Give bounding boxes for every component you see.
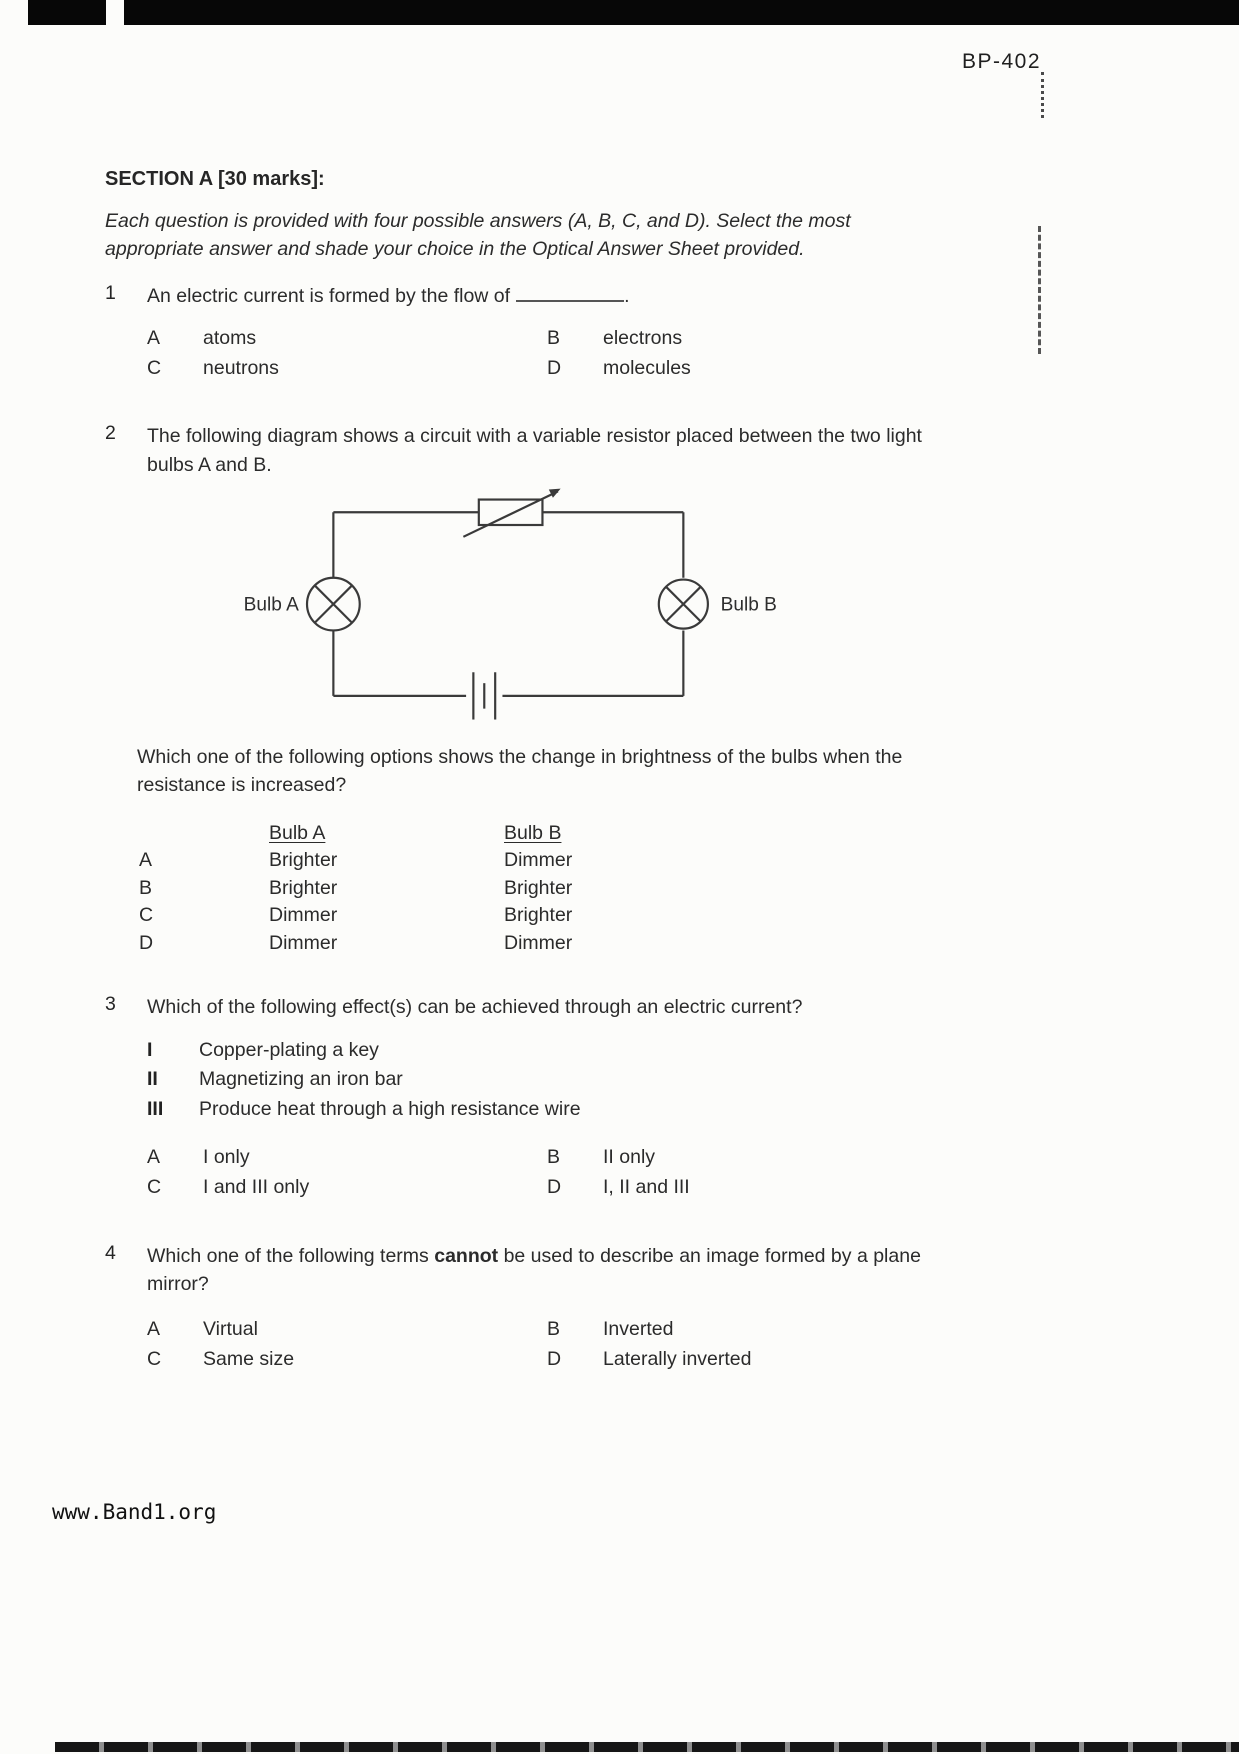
- cell-bulb-b: Brighter: [504, 876, 573, 899]
- answer-blank-line: [516, 285, 624, 302]
- scan-artifact-dots: [1041, 72, 1044, 118]
- option-d: [547, 355, 967, 382]
- option-text: neutrons: [203, 357, 279, 380]
- question-text-span: be used to describe an image formed by a plane mirror?: [147, 1244, 921, 1295]
- option-text: Inverted: [603, 1318, 674, 1341]
- question-1: [105, 282, 1105, 383]
- option-a: [147, 1316, 547, 1343]
- option-letter: A: [147, 1145, 161, 1168]
- footer-url: www.Band1.org: [52, 1500, 217, 1524]
- circuit-diagram: [197, 485, 797, 729]
- option-letter: A: [147, 326, 161, 349]
- option-letter: D: [547, 357, 562, 380]
- row-label: A: [139, 849, 153, 872]
- column-header-bulb-a: Bulb A: [269, 822, 326, 845]
- cell-bulb-a: Brighter: [269, 849, 338, 872]
- section-instructions: Each question is provided with four possible answers (A, B, C, and D). Select the most appropriate answer and shade your choice in the Optical Answer Sheet provided.: [105, 210, 851, 261]
- option-a: [147, 325, 547, 352]
- arrowhead: [549, 489, 561, 498]
- option-letter: D: [547, 1176, 562, 1199]
- statement-i: [147, 1036, 1105, 1065]
- statement-numeral: III: [147, 1097, 164, 1120]
- column-header-bulb-b: Bulb B: [504, 822, 562, 845]
- option-text: Same size: [203, 1348, 295, 1371]
- option-letter: B: [547, 1145, 561, 1168]
- cell-bulb-a: Dimmer: [269, 904, 338, 927]
- statement-text: Magnetizing an iron bar: [199, 1068, 403, 1091]
- question-number: 4: [105, 1241, 116, 1264]
- option-text: atoms: [203, 326, 257, 349]
- option-d: [547, 1174, 967, 1201]
- option-text: molecules: [603, 357, 691, 380]
- question-body: [147, 1242, 1105, 1374]
- option-c: [147, 355, 547, 382]
- question-4: [105, 1242, 1105, 1374]
- circuit-svg: [197, 485, 797, 729]
- option-b: [547, 1316, 967, 1343]
- statement-numeral: II: [147, 1068, 158, 1091]
- bulb-b-label: Bulb B: [720, 594, 777, 616]
- section-title: SECTION A [30 marks]:: [105, 168, 325, 190]
- option-a: [147, 1144, 547, 1171]
- question-2: [105, 422, 1105, 955]
- option-letter: C: [147, 1176, 162, 1199]
- question-body: [147, 993, 1105, 1202]
- statement-text: Copper-plating a key: [199, 1039, 379, 1062]
- options-grid: [147, 1316, 1105, 1374]
- row-label: B: [139, 876, 153, 899]
- option-letter: B: [547, 326, 561, 349]
- sub-question-text: Which one of the following options shows the change in brightness of the bulbs when the resistance is increased?: [137, 745, 903, 796]
- question-number: 3: [105, 992, 116, 1015]
- statement-iii: [147, 1095, 1105, 1124]
- statement-ii: [147, 1065, 1105, 1094]
- option-letter: B: [547, 1318, 561, 1341]
- question-text: The following diagram shows a circuit with a variable resistor placed between the two light bulbs A and B.: [147, 425, 922, 476]
- cell-bulb-a: Brighter: [269, 876, 338, 899]
- option-letter: A: [147, 1318, 161, 1341]
- exam-content: [105, 168, 1105, 1374]
- question-text: [147, 1242, 922, 1299]
- option-text: Laterally inverted: [603, 1348, 752, 1371]
- option-text: II only: [603, 1145, 656, 1168]
- cell-bulb-b: Brighter: [504, 904, 573, 927]
- statement-list: [147, 1036, 1105, 1124]
- option-letter: D: [547, 1348, 562, 1371]
- scan-artifact-top-bar: [28, 0, 1239, 25]
- option-text: Virtual: [203, 1318, 258, 1341]
- question-body: [137, 422, 1105, 955]
- options-grid: [147, 1144, 1105, 1202]
- table-corner-cell: [139, 821, 269, 845]
- option-b: [547, 1144, 967, 1171]
- bulb-a-label: Bulb A: [243, 594, 299, 616]
- row-label: D: [139, 931, 154, 954]
- option-text: electrons: [603, 326, 683, 349]
- question-text-span: An electric current is formed by the flow of: [147, 284, 511, 307]
- option-text: I only: [203, 1145, 250, 1168]
- option-text: I, II and III: [603, 1176, 690, 1199]
- document-code: BP-402: [962, 50, 1042, 73]
- option-letter: C: [147, 1348, 162, 1371]
- cell-bulb-b: Dimmer: [504, 849, 573, 872]
- question-text-span: Which one of the following terms: [147, 1244, 429, 1267]
- option-b: [547, 325, 967, 352]
- cell-bulb-b: Dimmer: [504, 931, 573, 954]
- brightness-table: [139, 821, 1105, 955]
- cell-bulb-a: Dimmer: [269, 931, 338, 954]
- option-c: [147, 1346, 547, 1373]
- row-label: C: [139, 904, 154, 927]
- question-number: 2: [105, 422, 116, 445]
- options-grid: [147, 325, 1105, 383]
- option-text: I and III only: [203, 1176, 310, 1199]
- question-text: Which of the following effect(s) can be achieved through an electric current?: [147, 995, 803, 1018]
- question-text-bold: cannot: [434, 1244, 499, 1267]
- statement-numeral: I: [147, 1039, 153, 1062]
- variable-resistor-arrow: [463, 491, 558, 536]
- option-d: [547, 1346, 967, 1373]
- statement-text: Produce heat through a high resistance wire: [199, 1097, 581, 1120]
- question-text: An electric current is formed by the flow of .: [147, 284, 630, 307]
- option-c: [147, 1174, 547, 1201]
- question-number: 1: [105, 281, 116, 304]
- question-body: [147, 282, 1105, 383]
- option-letter: C: [147, 357, 162, 380]
- question-3: [105, 993, 1105, 1202]
- scan-artifact-bottom-bar: [55, 1742, 1239, 1752]
